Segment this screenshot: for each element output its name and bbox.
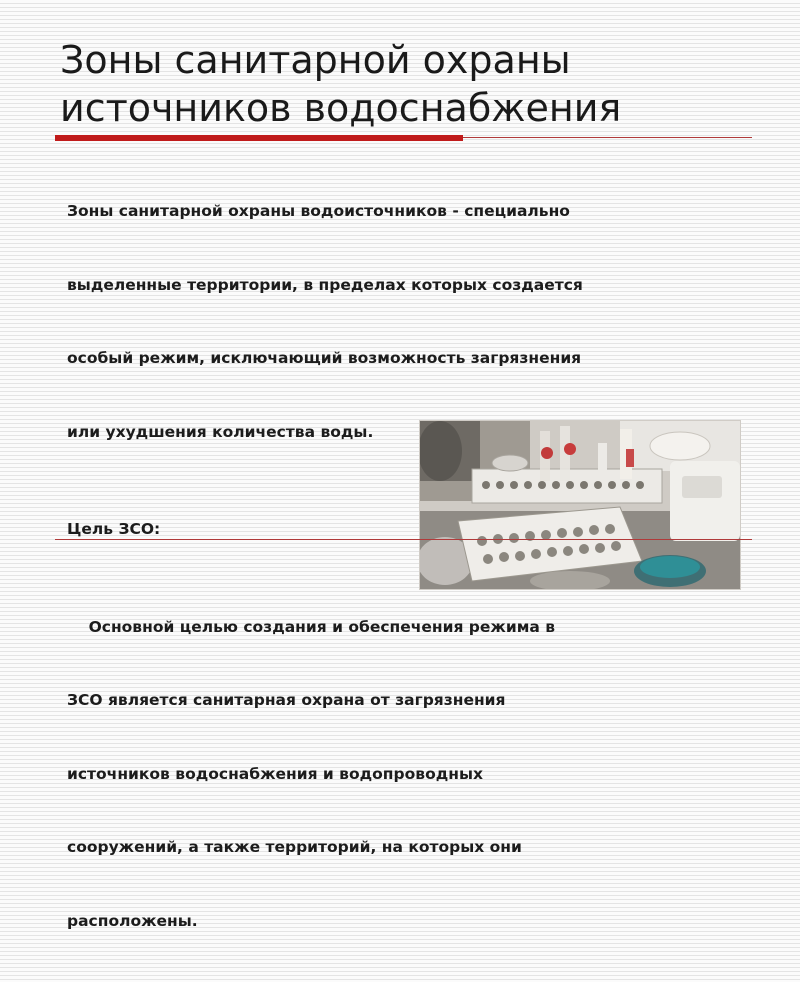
definition-line: выделенные территории, в пределах которых создается xyxy=(67,273,747,298)
goal-line: сооружений, а также территорий, на которых они xyxy=(67,835,747,860)
title-underline-accent xyxy=(55,135,463,141)
goal-line: источников водоснабжения и водопроводных xyxy=(67,762,747,787)
laboratory-glassware-photo xyxy=(419,420,741,590)
definition-line: Зоны санитарной охраны водоисточников - специально xyxy=(67,199,747,224)
goal-heading: Цель ЗСО: xyxy=(67,517,747,542)
footer-rule xyxy=(55,539,752,540)
goal-paragraph xyxy=(67,566,747,982)
title-line-1: Зоны санитарной охраны xyxy=(60,36,760,84)
goal-line: ЗСО является санитарная охрана от загрязнения xyxy=(67,688,747,713)
definition-line: особый режим, исключающий возможность загрязнения xyxy=(67,346,747,371)
goal-line: расположены. xyxy=(67,909,747,934)
goal-line: Основной целью создания и обеспечения режима в xyxy=(67,615,747,640)
title-line-2: источников водоснабжения xyxy=(60,84,760,132)
definition-line: или ухудшения количества воды. xyxy=(67,420,747,445)
lab-photo-illustration xyxy=(420,421,740,589)
slide-title xyxy=(60,36,760,132)
